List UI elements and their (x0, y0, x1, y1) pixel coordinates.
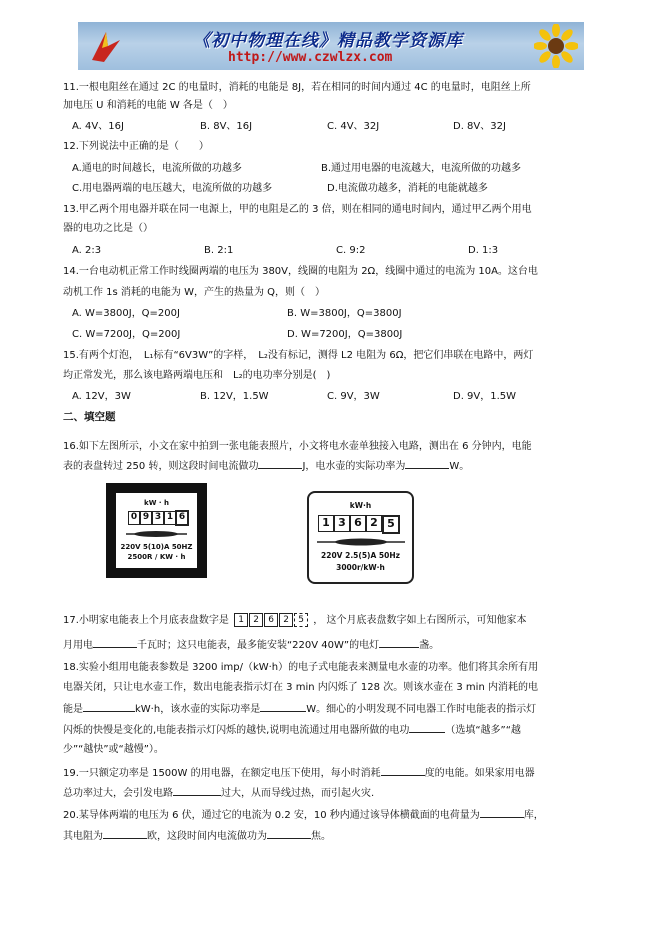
q13-option-b: B. 2:1 (204, 245, 234, 256)
q18-text-4b: （选填“越多”“越 (445, 725, 521, 736)
q20-blank-work[interactable] (267, 829, 311, 839)
meter-right-disc-icon (317, 537, 405, 547)
q12-option-b: B.通过用电器的电流越大，电流所做的功越多 (321, 163, 522, 174)
q17-text-2a: 月用电 (63, 640, 93, 651)
q19-blank-energy[interactable] (381, 766, 425, 776)
q18-blank-choice[interactable] (409, 723, 445, 733)
q19-text-1 (63, 766, 535, 780)
q17-digit: 5 (294, 613, 308, 627)
q16-text-1: 16.如下左图所示，小文在家中拍到一张电能表照片，小文将电水壶单独接入电路，测出在 6 分钟内，电能 (63, 441, 532, 452)
header-banner (78, 22, 584, 70)
meter-left-digit: 9 (140, 511, 152, 525)
q17-blank-lamps[interactable] (379, 638, 419, 648)
q18-text-3a: 能是 (63, 704, 83, 715)
q16-text-2b: J，电水壶的实际功率为 (302, 461, 406, 472)
q17-text-2c: 盏。 (419, 640, 440, 651)
q20-text-1 (63, 808, 544, 822)
meter-left-digits (128, 511, 188, 525)
q18-blank-power[interactable] (260, 702, 306, 712)
q11-option-b: B. 8V、16J (200, 121, 253, 132)
q13-option-c: C. 9:2 (336, 245, 366, 256)
banner-url: http://www.czwlzx.com (228, 50, 393, 65)
meter-left-digit: 3 (152, 511, 164, 525)
q14-option-d: D. W=7200J，Q=3800J (287, 329, 403, 340)
q12-option-c: C.用电器两端的电压越大，电流所做的功越多 (72, 183, 273, 194)
q18-blank-energy[interactable] (83, 702, 135, 712)
q13-option-d: D. 1:3 (468, 245, 499, 256)
q17-digit: 2 (249, 613, 263, 627)
q20-blank-charge[interactable] (480, 808, 524, 818)
logo-icon (86, 26, 126, 66)
meter-left-disc-icon (126, 529, 187, 539)
meter-right-unit: kW·h (349, 501, 372, 510)
section-heading: 二、填空题 (63, 411, 116, 423)
q17-blank-energy[interactable] (93, 638, 137, 648)
meter-right-spec-2: 3000r/kW·h (336, 563, 385, 572)
q18-text-4a: 闪烁的快慢是变化的,电能表指示灯闪烁的越快,说明电流通过用电器所做的电功 (63, 725, 410, 736)
q11-option-a: A. 4V、16J (72, 121, 124, 132)
q18-text-3b: kW·h，该水壶的实际功率是 (135, 704, 261, 715)
q14-option-b: B. W=3800J，Q=3800J (287, 308, 402, 319)
q17-text-1a: 17.小明家电能表上个月底表盘数字是 (63, 615, 229, 626)
q11-option-c: C. 4V、32J (327, 121, 380, 132)
meter-left-spec-2: 2500R / KW · h (127, 553, 186, 561)
q19-text-2b: 过大，从而导线过热，而引起火灾. (221, 788, 375, 799)
q16-text-2c: W。 (449, 461, 470, 472)
meter-left-spec-1: 220V 5(10)A 50HZ (120, 543, 193, 551)
q11-text-1: 11.一根电阻丝在通过 2C 的电量时，消耗的电能是 8J，若在相同的时间内通过 4C 的电量时，电阻丝上所 (63, 82, 531, 93)
q12-text-1: 12.下列说法中正确的是（ ） (63, 141, 209, 152)
sunflower-icon (534, 24, 578, 68)
q18-text-3 (63, 702, 536, 716)
q19-text-1b: 度的电能。如果家用电器 (424, 768, 535, 779)
q15-text-1: 15.有两个灯泡， L₁标有“6V3W”的字样， L₂没有标记，测得 L2 电阻为 6Ω，把它们串联在电路中，两灯 (63, 350, 534, 361)
q20-text-1b: 库， (523, 810, 544, 821)
q13-option-a: A. 2:3 (72, 245, 102, 256)
q11-text-2: 加电压 U 和消耗的电能 W 各是（ ） (63, 100, 233, 111)
meter-right-digit: 2 (366, 515, 382, 532)
q16-text-2 (63, 459, 469, 473)
meter-left-unit: kW · h (144, 499, 169, 507)
q20-blank-resistance[interactable] (103, 829, 147, 839)
meter-right-digit: 1 (318, 515, 334, 532)
q17-digit: 1 (234, 613, 248, 627)
q20-text-2 (63, 829, 331, 843)
q15-text-2: 均正常发光，那么该电路两端电压和 L₂的电功率分别是( ) (63, 370, 331, 381)
q15-option-c: C. 9V，3W (327, 391, 380, 402)
q15-option-d: D. 9V，1.5W (453, 391, 517, 402)
q20-text-2c: 焦。 (311, 831, 331, 842)
q17-text-1b: ， 这个月底表盘数字如上右图所示，可知他家本 (313, 615, 527, 626)
q13-text-2: 器的电功之比是（） (63, 223, 153, 234)
q18-text-1: 18.实验小组用电能表参数是 3200 imp/（kW·h）的电子式电能表来测量电水壶的功率。他们将其余所有用 (63, 662, 539, 673)
q11-option-d: D. 8V、32J (453, 121, 506, 132)
q19-text-1a: 19.一只额定功率是 1500W 的用电器，在额定电压下使用，每小时消耗 (63, 768, 381, 779)
q18-text-4 (63, 723, 521, 737)
q20-text-2b: 欧，这段时间内电流做功为 (147, 831, 267, 842)
q16-blank-power[interactable] (405, 459, 449, 469)
meter-right-digits (318, 515, 400, 534)
meter-right-digit: 6 (350, 515, 366, 532)
meter-left-digit: 0 (128, 511, 140, 525)
q14-text-2: 动机工作 1s 消耗的电能为 W，产生的热量为 Q，则（ ） (63, 287, 326, 298)
q20-text-2a: 其电阻为 (63, 831, 103, 842)
q19-text-2a: 总功率过大，会引发电路 (63, 788, 173, 799)
q16-text-2a: 表的表盘转过 250 转，则这段时间电流做功 (63, 461, 259, 472)
q18-text-3c: W。细心的小明发现不同电器工作时电能表的指示灯 (306, 704, 537, 715)
q17-text-2 (63, 638, 439, 652)
meter-right-spec-1: 220V 2.5(5)A 50Hz (321, 551, 400, 560)
meter-right-digit: 3 (334, 515, 350, 532)
q13-text-1: 13.甲乙两个用电器并联在同一电源上，甲的电阻是乙的 3 倍，则在相同的通电时间内，通过甲乙两个用电 (63, 204, 532, 215)
q17-digit-box (234, 613, 308, 627)
q14-option-c: C. W=7200J，Q=200J (72, 329, 181, 340)
q17-digit: 6 (264, 613, 278, 627)
q14-text-1: 14.一台电动机正常工作时线圈两端的电压为 380V，线圈的电阻为 2Ω，线圈中通过的电流为 10A。这台电 (63, 266, 538, 277)
meter-left-digit: 6 (176, 511, 188, 525)
q20-text-1a: 20.某导体两端的电压为 6 伏，通过它的电流为 0.2 安，10 秒内通过该导体横截面的电荷量为 (63, 810, 480, 821)
q12-option-d: D.电流做功越多，消耗的电能就越多 (327, 183, 488, 194)
q19-blank-current[interactable] (173, 786, 221, 796)
q12-option-a: A.通电的时间越长，电流所做的功越多 (72, 163, 242, 174)
q17-digit: 2 (279, 613, 293, 627)
meter-left-image (106, 483, 207, 578)
q18-text-5: 少”“越快”或“越慢”）。 (63, 744, 164, 755)
meter-right-image (307, 491, 414, 584)
q14-option-a: A. W=3800J，Q=200J (72, 308, 180, 319)
q16-blank-work[interactable] (258, 459, 302, 469)
q17-text-1 (63, 613, 526, 627)
q15-option-b: B. 12V，1.5W (200, 391, 269, 402)
q18-text-2: 电器关闭，只让电水壶工作，数出电能表指示灯在 3 min 内闪烁了 128 次。则该水壶在 3 min 内消耗的电 (63, 682, 538, 693)
q15-option-a: A. 12V，3W (72, 391, 131, 402)
meter-right-digit: 5 (382, 515, 400, 534)
banner-title: 《初中物理在线》精品教学资源库 (193, 31, 463, 51)
meter-left-digit: 1 (164, 511, 176, 525)
q19-text-2 (63, 786, 374, 800)
q17-text-2b: 千瓦时；这只电能表，最多能安装“220V 40W”的电灯 (137, 640, 380, 651)
